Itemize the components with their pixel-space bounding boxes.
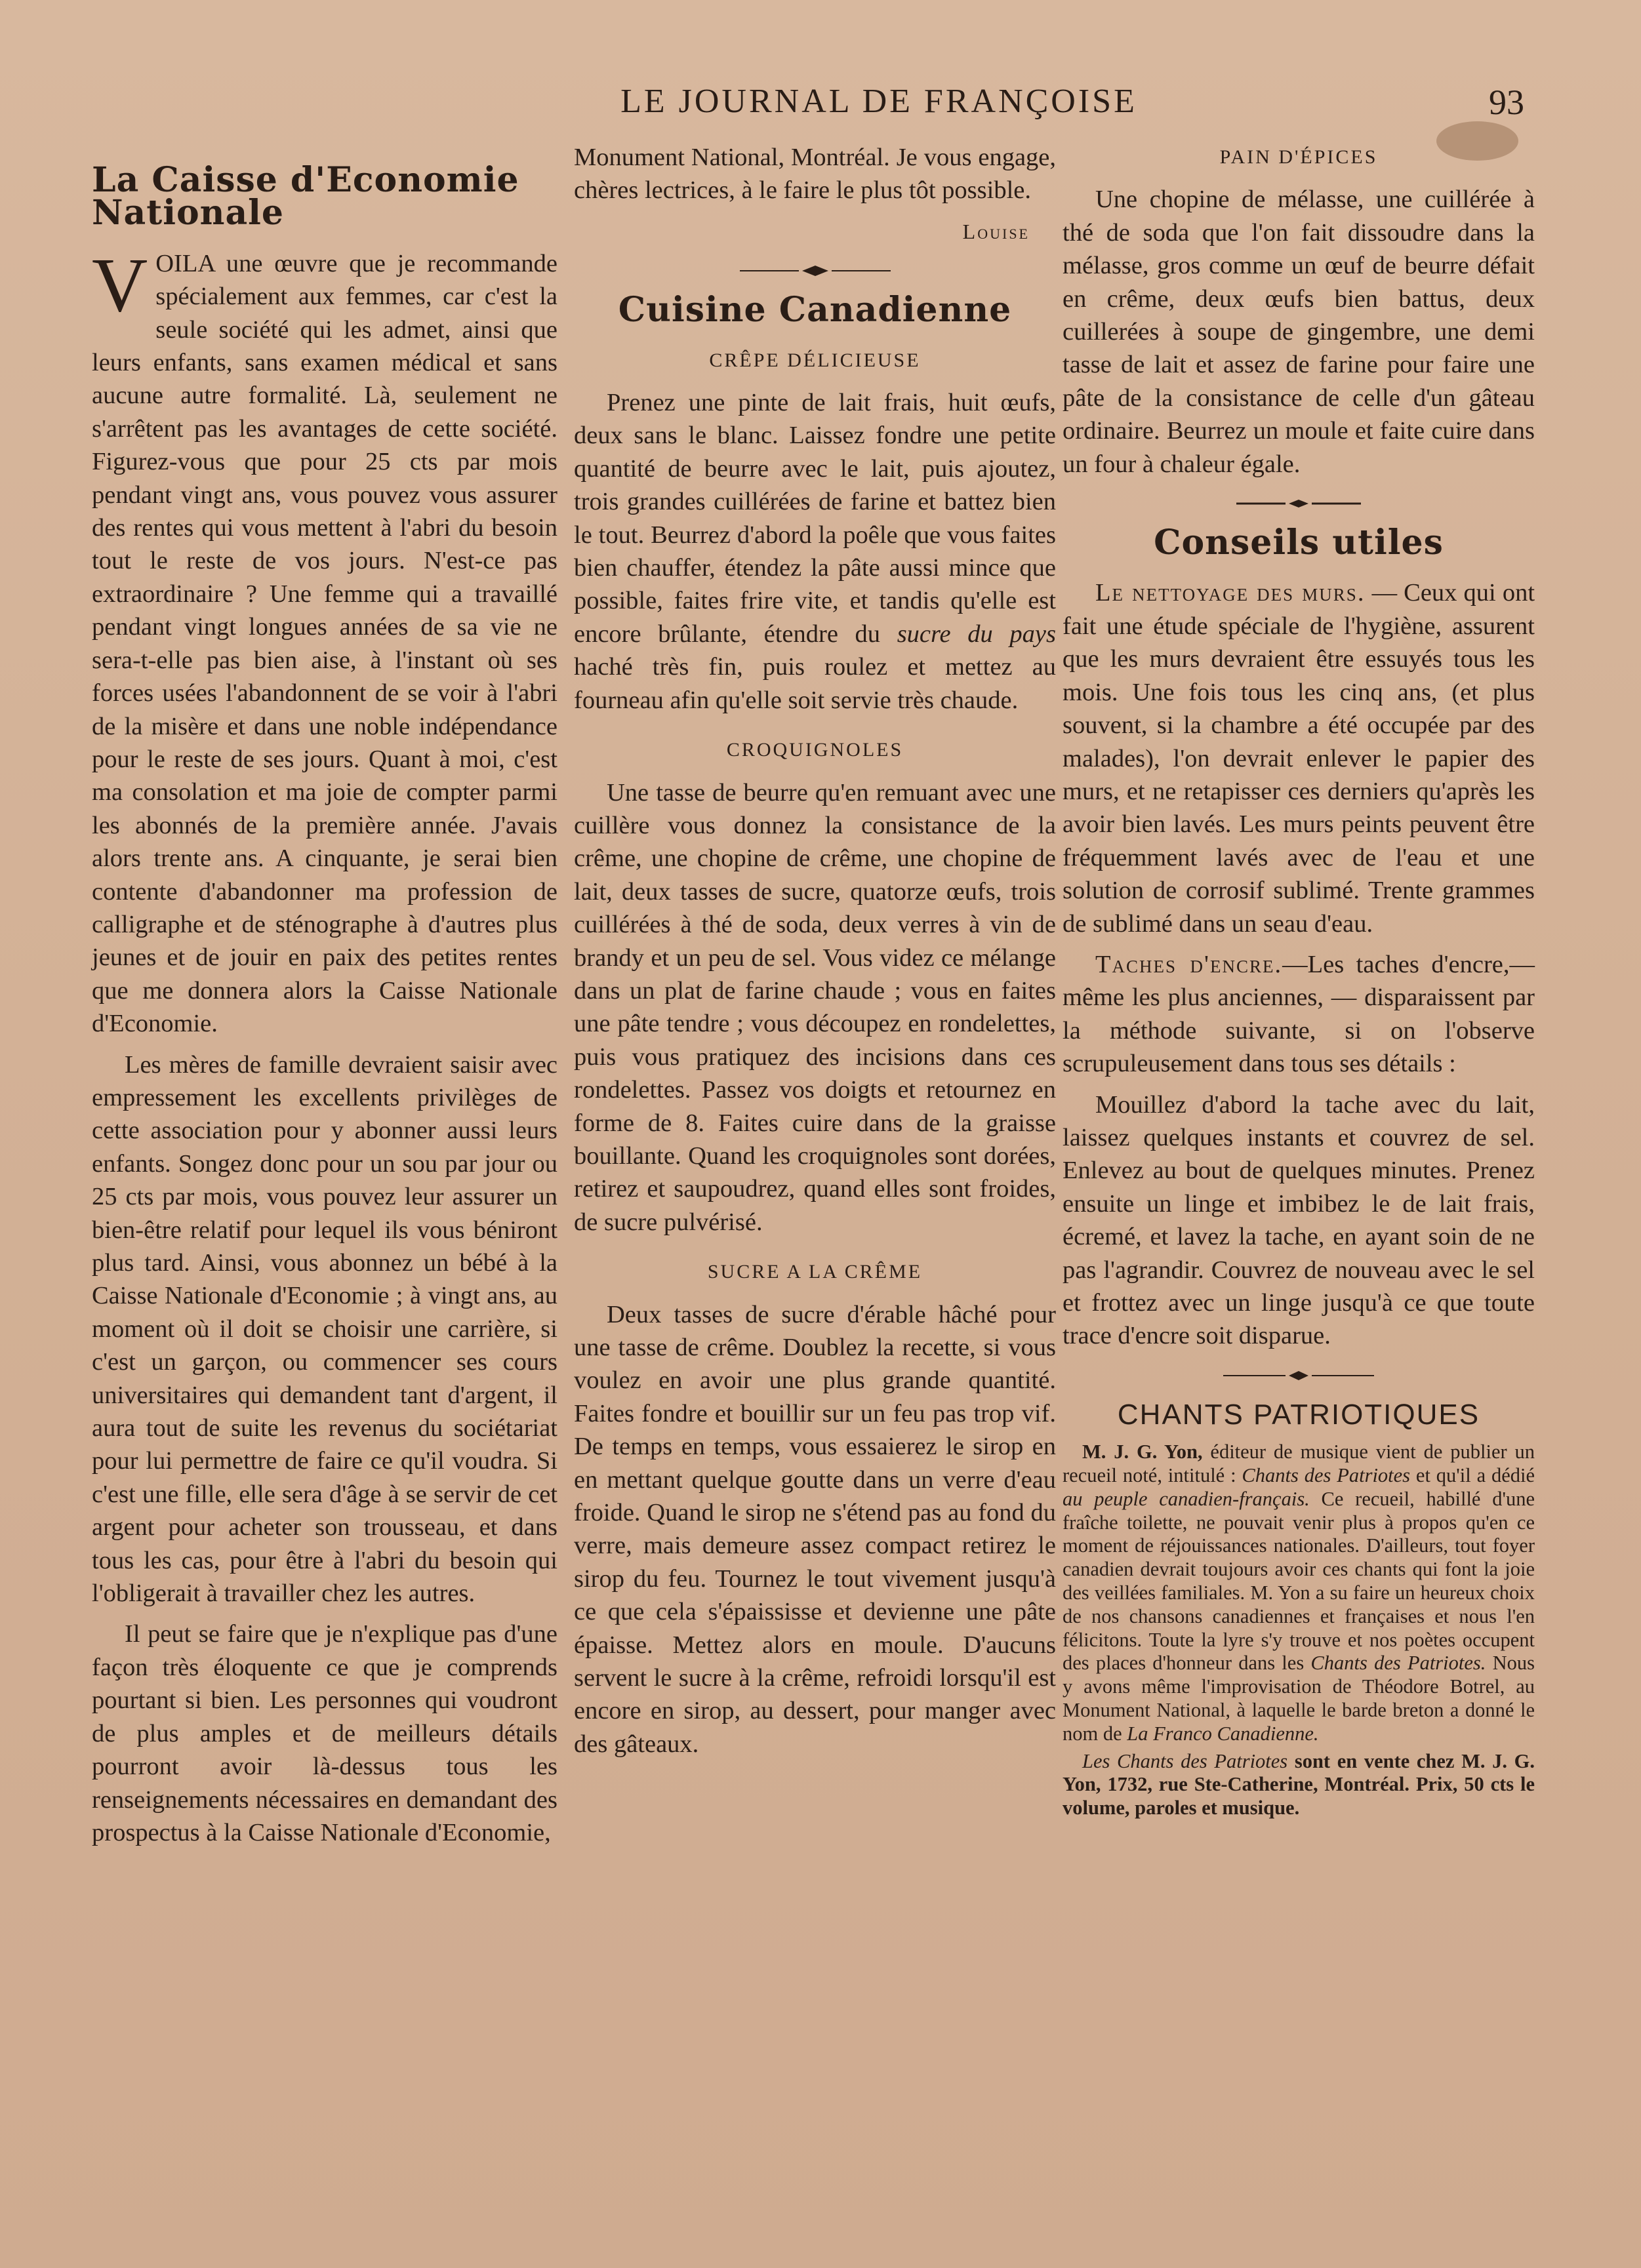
lead-in: Taches d'encre.	[1095, 950, 1283, 978]
italic-text: Chants des Patriotes.	[1310, 1652, 1486, 1675]
page-number: 93	[1489, 83, 1524, 122]
paragraph-text: —Les taches d'encre,—même les plus anciennes, — disparaissent par la méthode suivante, si on l'observe scrupuleusement dans tous ses détails :	[1063, 950, 1535, 1078]
recipe-title: CRÊPE DÉLICIEUSE	[709, 349, 921, 371]
paragraph: Les mères de famille devraient saisir avec empressement les excellents privilèges de cette association pour y abonner aussi leurs enfants. Songez donc pour un sou par jour ou 25 cts par mois, vous pouvez leur assurer un bien-être relatif pour lequel ils vous béniront plus tard. Ainsi, vous abonnez un bébé à la Caisse Nationale d'Economie ; à vingt ans, au moment où il doit se choisir une carrière, si c'est un garçon, ou commencer ses cours universitaires qui demandent tant d'argent, il aura tout de suite les revenus du sociétariat pour lui permettre de faire ce qu'il voudra. Si c'est une fille, elle sera d'âge à se servir de cet argent pour acheter son trousseau, et dans tous les cas, pour être à l'abri du besoin qui l'obligerait à travailler chez les autres.	[92, 1050, 557, 1608]
paragraph	[1063, 1750, 1535, 1820]
paragraph: Mouillez d'abord la tache avec du lait, laissez quelques instants et couvrez de sel. Enlevez au bout de quelques minutes. Prenez ensuite un linge et imbibez le de lait frais, écremé, et lavez la tache, en ayant soin de ne pas l'agrandir. Couvrez de nouveau avec le sel et frottez avec un linge jusqu'à ce que toute trace d'encre soit disparue.	[1063, 1090, 1535, 1350]
paragraph	[1063, 576, 1535, 940]
paragraph	[574, 386, 1056, 717]
article-title-cuisine: Cuisine Canadienne	[618, 290, 1012, 330]
drop-cap: V	[92, 241, 148, 328]
running-head	[0, 82, 1641, 134]
paragraph	[1063, 1441, 1535, 1745]
author-name: M. J. G. Yon,	[1082, 1441, 1203, 1463]
ornament-rule	[1223, 1368, 1374, 1383]
ornament-rule	[1223, 496, 1374, 511]
paragraph-text: OILA une œuvre que je recommande spécialement aux femmes, car c'est la seule société qui les admet, ainsi que leurs enfants, sans examen médical et sans aucune autre formalité. Là, seulement ne s'arrêtent pas les avantages de cette société. Figurez-vous que pour 25 cts par mois pendant vingt ans, vous pouvez vous assurer des rentes qui vous mettent à l'abri du besoin tout le reste de vos jours. N'est-ce pas extraordinaire ? Une femme qui a travaillé pendant vingt longues années de sa vie ne sera-t-elle pas bien aise, à l'instant où ses forces usées l'abandonnent de se voir à l'abri de la misère et dans une noble indépendance pour le reste de ses jours. Quant à moi, c'est ma consolation et ma joie de compter parmi les abonnés de la première année. J'avais alors trente ans. A cinquante, je serai bien contente d'abandonner ma profession de calligraphe et de sténographe à d'autres plus jeunes et de jouir en paix des petites rentes que me donnera alors la Caisse Nationale d'Economie.	[92, 249, 557, 1038]
paragraph-text: et qu'il a dédié	[1415, 1464, 1535, 1487]
paragraph-text: haché très fin, puis roulez et mettez au fourneau afin qu'elle soit servie très chaude.	[574, 653, 1056, 714]
signature: Louise	[962, 219, 1030, 243]
article-title-conseils: Conseils utiles	[1154, 523, 1444, 563]
paragraph-text: Ce recueil, habillé d'une fraîche toilette, ne pouvait venir plus à propos qu'en ce moment de réjouissances nationales. D'ailleurs, tout foyer canadien devrait toujours avoir ces chants qui font la joie des veillées familiales. M. Yon a su faire un heureux choix de nos chansons canadiennes et françaises et nous l'en félicitons. Toute la lyre s'y trouve et nos poètes occupent des places d'honneur dans les	[1063, 1487, 1535, 1675]
italic-text: au peuple canadien-français.	[1063, 1487, 1310, 1510]
italic-text: La Franco Canadienne.	[1127, 1722, 1319, 1745]
paragraph: Monument National, Montréal. Je vous engage, chères lectrices, à le faire le plus tôt possible.	[574, 144, 1056, 205]
recipe-title: SUCRE A LA CRÊME	[707, 1261, 923, 1283]
italic-text: Les Chants des Patriotes	[1082, 1749, 1288, 1772]
recipe-title: CROQUIGNOLES	[726, 739, 904, 761]
paragraph-text: éditeur de musique vient de publier un recueil noté, intitulé :	[1063, 1441, 1535, 1487]
paragraph-text: — Ceux qui ont fait une étude spéciale de l'hygiène, assurent que les murs devraient être essuyés tous les mois. Une fois tous les cinq ans, (et plus souvent, si la chambre a été occupée par des malades), l'on devrait enlever le papier des murs, et ne retapisser ces derniers qu'après les avoir bien lavés. Les murs peints peuvent être fréquemment lavés avec de l'eau et une solution de corrosif sublimé. Trente grammes de sublimé dans un seau d'eau.	[1063, 579, 1535, 938]
paragraph-text: sont en vente chez M. J. G. Yon, 1732, rue Ste-Catherine, Montréal. Prix, 50 cts le volume, paroles et musique.	[1063, 1749, 1535, 1820]
column-2	[574, 141, 1056, 1768]
italic-text: sucre du pays	[897, 620, 1056, 648]
recipe-title: PAIN D'ÉPICES	[1219, 146, 1378, 168]
paragraph-text: Prenez une pinte de lait frais, huit œufs, deux sans le blanc. Laissez fondre une petite quantité de beurre avec le lait, puis ajoutez, trois grandes cuillérées de farine et battez bien le tout. Beurrez d'abord la poêle que vous faites bien chauffer, étendez la pâte aussi mince que possible, faites frire vite, et tandis qu'elle est encore brûlante, étendre du	[574, 389, 1056, 648]
paragraph: Une tasse de beurre qu'en remuant avec une cuillère vous donnez la consistance de la crême, une chopine de crême, une chopine de lait, deux tasses de sucre, quatorze œufs, trois cuillérées à thé de soda, deux verres à vin de brandy et un peu de sel. Vous videz ce mélange dans un plat de farine chaude ; vous en faites une pâte tendre ; vous découpez en rondelettes, puis vous pratiquez des incisions dans ces rondelettes. Passez vos doigts et retournez en forme de 8. Faites cuire dans de la graisse bouillante. Quand les croquignoles sont dorées, retirez et saupoudrez, quand elles sont froides, de sucre pulvérisé.	[574, 778, 1056, 1236]
paragraph: Il peut se faire que je n'explique pas d'une façon très éloquente ce que je comprends pourtant si bien. Les personnes qui voudront de plus amples et de meilleurs détails pourront avoir là-dessus tous les renseignements nécessaires en demandant des prospectus à la Caisse Nationale d'Economie,	[92, 1620, 557, 1846]
paragraph	[1063, 948, 1535, 1081]
paragraph: Une chopine de mélasse, une cuillérée à thé de soda que l'on fait dissoudre dans la mélasse, gros comme un œuf de beurre défait en crême, deux œufs bien battus, deux cuillerées à soupe de gingembre, une demi tasse de lait et assez de farine pour faire une pâte de la consistance de celle d'un gâteau ordinaire. Beurrez un moule et faite cuire dans un four à chaleur égale.	[1063, 186, 1535, 478]
chants-title: CHANTS PATRIOTIQUES	[1117, 1398, 1480, 1431]
italic-text: Chants des Patriotes	[1242, 1464, 1411, 1487]
paragraph-text: Nous y avons même l'improvisation de Théodore Botrel, au Monument National, à laquelle le barde breton a donné le nom de	[1063, 1652, 1535, 1745]
column-1	[92, 160, 557, 1857]
ornament-rule	[740, 264, 891, 278]
column-3	[1063, 141, 1535, 1824]
lead-in: Le nettoyage des murs.	[1095, 579, 1366, 607]
paragraph	[92, 241, 557, 1041]
journal-title: LE JOURNAL DE FRANÇOISE	[620, 83, 1137, 120]
article-title-caisse: La Caisse d'Economie Nationale	[92, 160, 519, 233]
paragraph: Deux tasses de sucre d'érable hâché pour une tasse de crême. Doublez la recette, si vous voulez en avoir une plus grande quantité. Faites fondre et bouillir sur un feu pas trop vif. De temps en temps, vous essaierez le sirop en en mettant quelque goutte dans un verre d'eau froide. Quand le sirop ne s'étend pas au fond du verre, mais demeure assez compact retirez le sirop du feu. Tournez le tout vivement jusqu'à ce que cela s'épaississe et devienne une pâte épaisse. Mettez alors en moule. D'aucuns servent le sucre à la crême, refroidi lorsqu'il est encore en sirop, au dessert, pour manger avec des gâteaux.	[574, 1300, 1056, 1758]
